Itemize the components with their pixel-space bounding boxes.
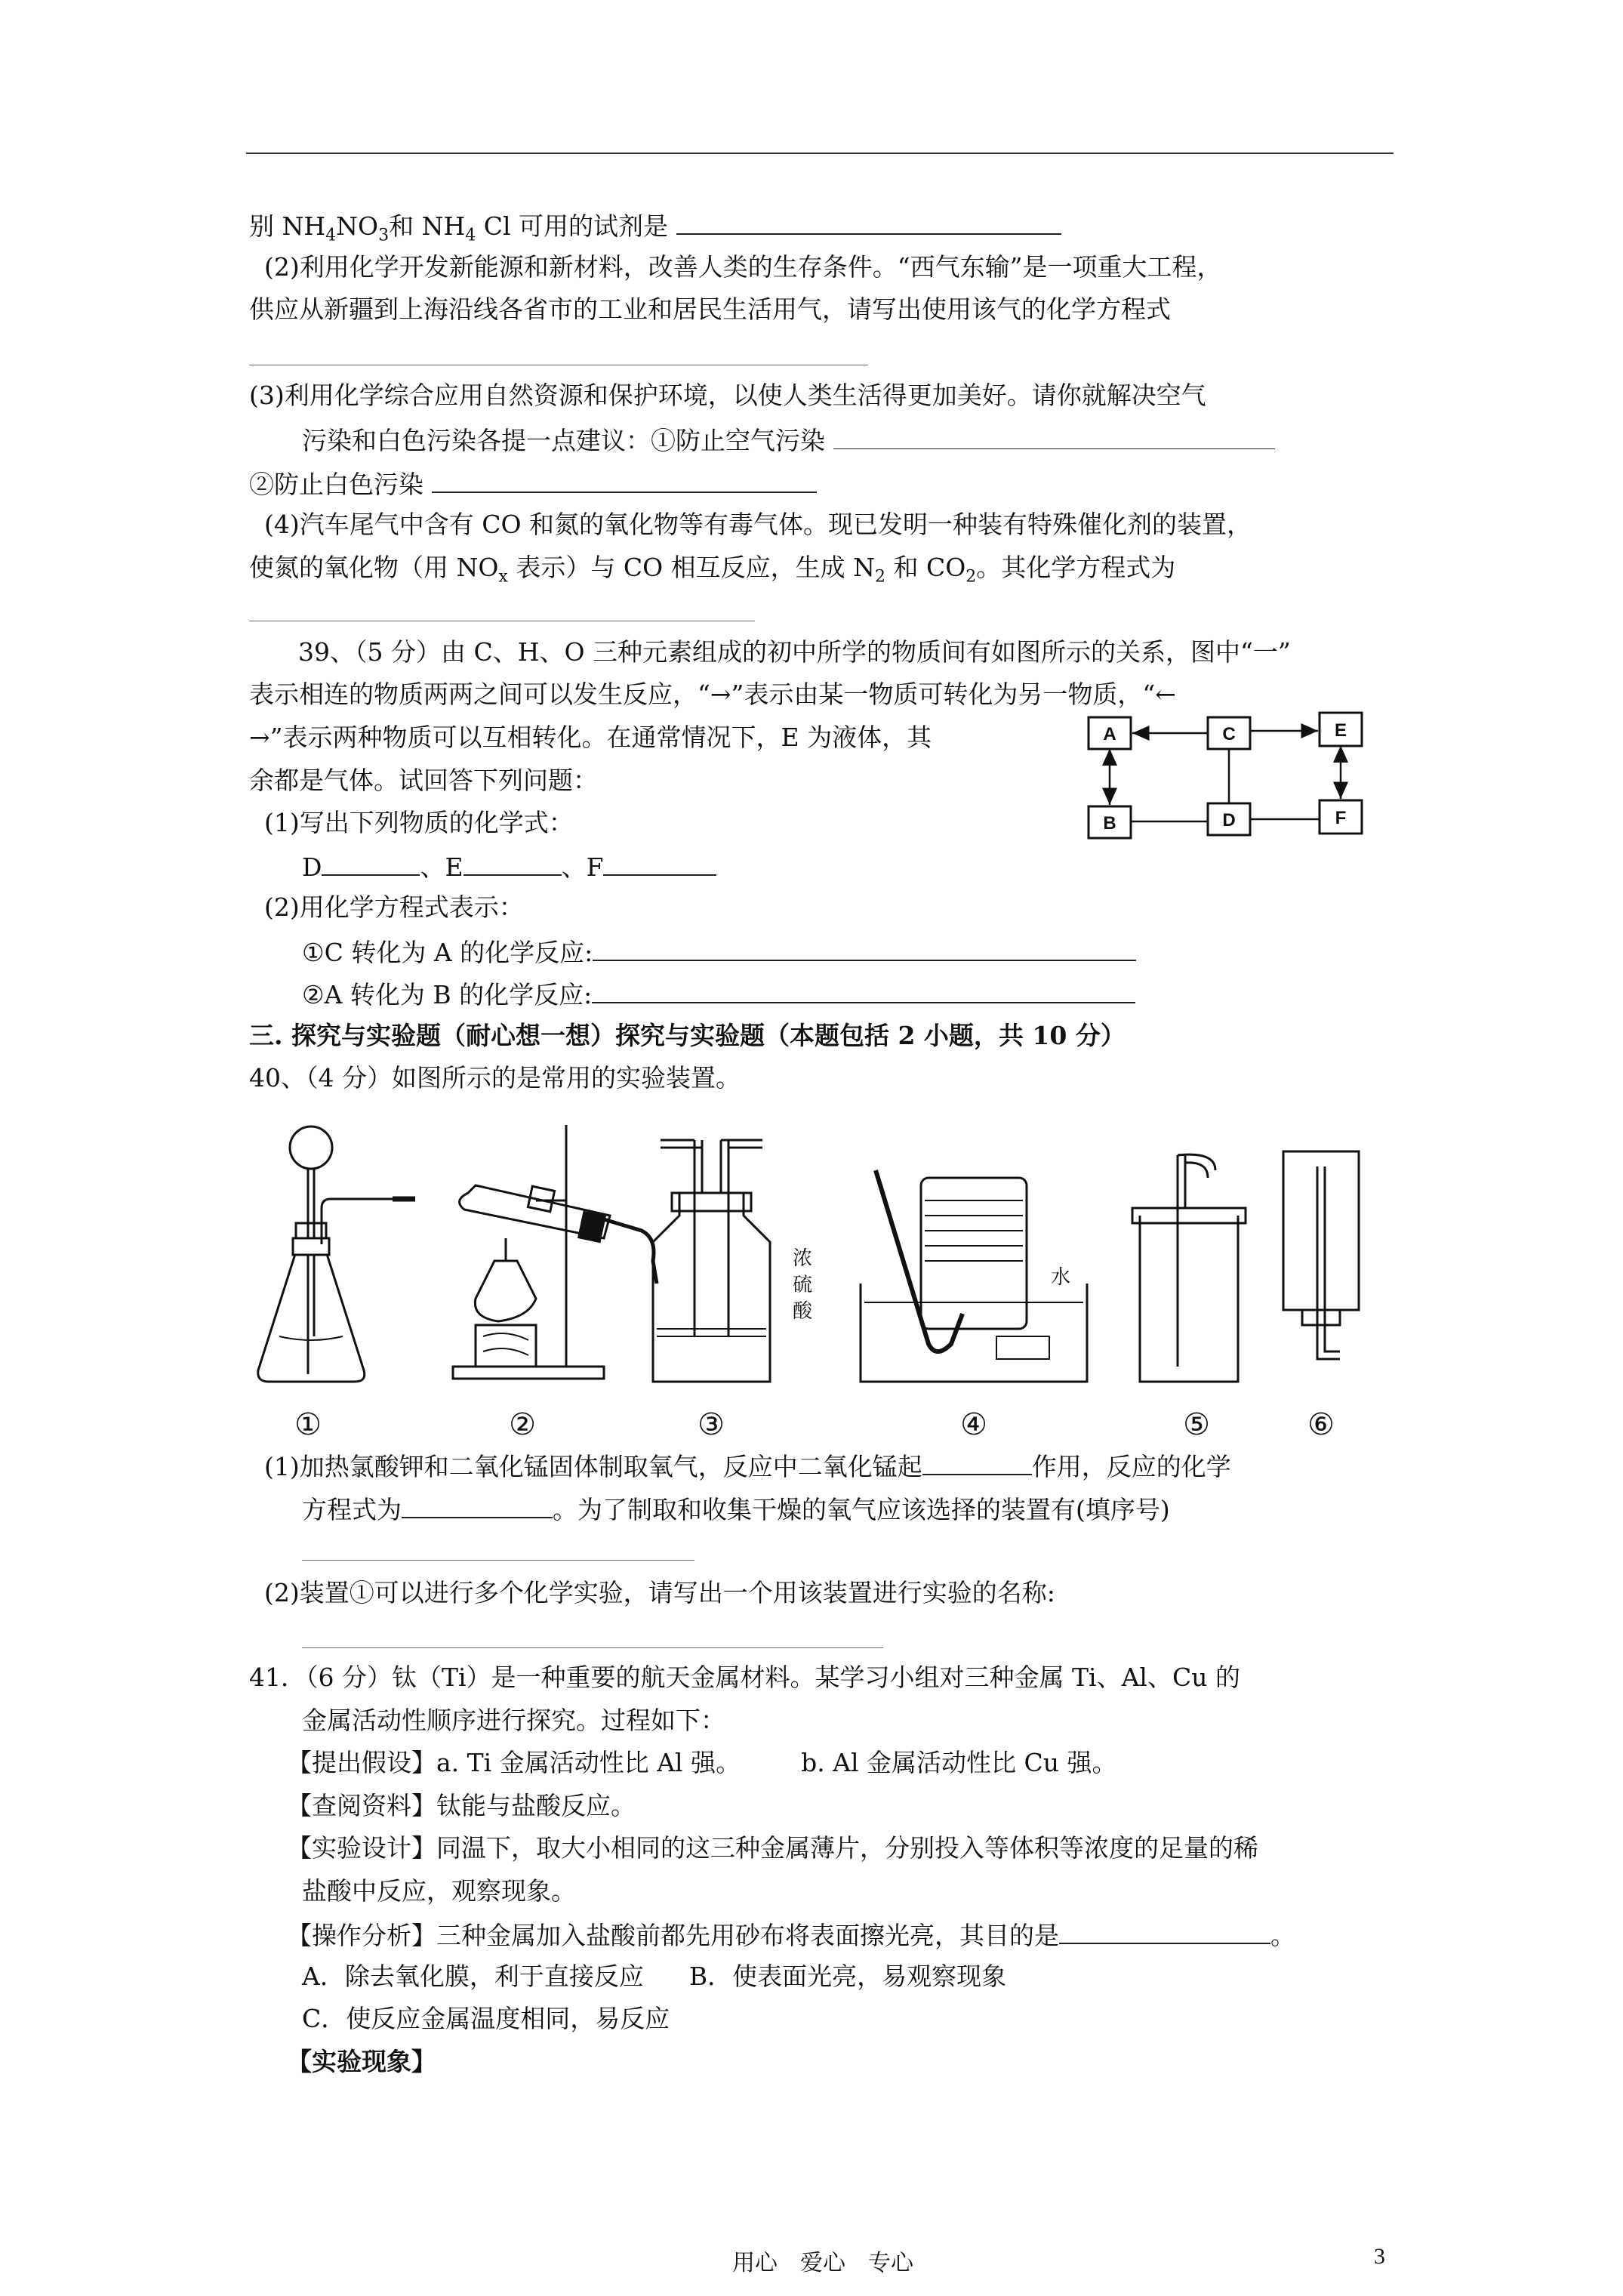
acid-label: 浓 bbox=[793, 1247, 813, 1270]
q41-line-4: 【查阅资料】钛能与盐酸反应。 bbox=[287, 1791, 636, 1820]
answer-blank[interactable] bbox=[402, 1491, 553, 1518]
q41-line-6: 盐酸中反应，观察现象。 bbox=[302, 1876, 576, 1906]
q41-line-8: A．除去氧化膜，利于直接反应 B．使表面光亮，易观察现象 bbox=[302, 1962, 1007, 1991]
q41-line-1: 41．（6 分）钛（Ti）是一种重要的航天金属材料。某学习小组对三种金属 Ti、Al、Cu 的 bbox=[249, 1663, 1240, 1692]
node-a-label: A bbox=[1103, 724, 1116, 744]
footer-motto: 用心 爱心 专心 bbox=[732, 2251, 913, 2276]
q40-line-2: (1)加热氯酸钾和二氧化锰固体制取氧气，反应中二氧化锰起 作用，反应的化学 bbox=[264, 1448, 1231, 1484]
apparatus-6 bbox=[1283, 1151, 1359, 1359]
header-rule bbox=[246, 153, 1394, 154]
answer-blank[interactable] bbox=[432, 466, 817, 493]
answer-blank[interactable] bbox=[922, 1448, 1032, 1475]
answer-blank[interactable] bbox=[592, 976, 1135, 1003]
node-b-label: B bbox=[1103, 813, 1116, 834]
apparatus-1 bbox=[258, 1126, 415, 1382]
answer-blank[interactable] bbox=[833, 423, 1275, 449]
answer-blank[interactable] bbox=[302, 1560, 694, 1561]
acid-label: 酸 bbox=[793, 1300, 813, 1323]
q38-line-6: ②防止白色污染 bbox=[249, 466, 817, 501]
answer-blank[interactable] bbox=[302, 1647, 883, 1648]
q39-line-8: ①C 转化为 A 的化学反应: bbox=[302, 934, 1136, 969]
q39-line-4: 余都是气体。试回答下列问题： bbox=[249, 766, 598, 795]
node-d-label: D bbox=[1222, 810, 1236, 831]
apparatus-label-3: ③ bbox=[698, 1407, 725, 1442]
node-e-label: E bbox=[1334, 720, 1347, 741]
q39-line-7: (2)用化学方程式表示： bbox=[264, 892, 524, 922]
apparatus-label-6: ⑥ bbox=[1307, 1407, 1335, 1442]
apparatus-label-2: ② bbox=[509, 1407, 536, 1442]
q41-line-9: C．使反应金属温度相同，易反应 bbox=[302, 2004, 670, 2033]
q38-line-1: 别 $NH_4NO_3$和 $NH_4$ Cl 可用的试剂是 bbox=[249, 208, 1061, 253]
apparatus-figure bbox=[249, 1110, 1397, 1442]
answer-blank[interactable] bbox=[593, 934, 1136, 961]
q38-line-5: 污染和白色污染各提一点建议：①防止空气污染 bbox=[302, 423, 1275, 458]
q40-line-1: 40、（4 分）如图所示的是常用的实验装置。 bbox=[249, 1063, 741, 1093]
q39-line-9: ②A 转化为 B 的化学反应: bbox=[302, 976, 1135, 1012]
answer-blank[interactable] bbox=[322, 849, 420, 876]
apparatus-2 bbox=[453, 1125, 657, 1379]
page-number: 3 bbox=[1374, 2244, 1385, 2269]
q38-line-2: (2)利用化学开发新能源和新材料，改善人类的生存条件。“西气东输”是一项重大工程， bbox=[264, 252, 1222, 282]
q41-line-2: 金属活动性顺序进行探究。过程如下： bbox=[302, 1706, 725, 1735]
q41-line-5: 【实验设计】同温下，取大小相同的这三种金属薄片，分别投入等体积等浓度的足量的稀 bbox=[287, 1833, 1258, 1863]
section-3-heading: 三. 探究与实验题（耐心想一想）探究与实验题（本题包括 2 小题，共 10 分） bbox=[249, 1021, 1126, 1050]
q41-line-3: 【提出假设】a. Ti 金属活动性比 Al 强。 b. Al 金属活动性比 Cu 强。 bbox=[287, 1748, 1117, 1777]
q40-line-3: 方程式为 。为了制取和收集干燥的氧气应该选择的装置有(填序号) bbox=[302, 1491, 1170, 1527]
answer-blank[interactable] bbox=[1059, 1917, 1270, 1944]
node-f-label: F bbox=[1335, 808, 1347, 828]
water-label: 水 bbox=[1051, 1266, 1071, 1289]
apparatus-5 bbox=[1132, 1154, 1246, 1382]
acid-label: 硫 bbox=[793, 1274, 813, 1296]
apparatus-3 bbox=[653, 1140, 770, 1382]
answer-blank[interactable] bbox=[676, 208, 1061, 235]
q41-line-7: 【操作分析】三种金属加入盐酸前都先用砂布将表面擦光亮，其目的是 。 bbox=[287, 1917, 1295, 1952]
answer-blank[interactable] bbox=[463, 849, 562, 876]
substance-relation-diagram bbox=[1079, 702, 1381, 853]
q41-line-10: 【实验现象】 bbox=[287, 2047, 436, 2076]
q39-line-6: D 、E 、F bbox=[302, 849, 716, 884]
apparatus-label-4: ④ bbox=[960, 1407, 987, 1442]
q38-line-8: 使氮的氧化物（用 $NO_x$ 表示）与 CO 相互反应，生成 $N_2$ 和 $CO_2$。其化学方程式为 bbox=[249, 553, 1176, 587]
answer-blank[interactable] bbox=[603, 849, 716, 876]
q40-line-4: (2)装置①可以进行多个化学实验，请写出一个用该装置进行实验的名称: bbox=[264, 1578, 1055, 1607]
q38-line-3: 供应从新疆到上海沿线各省市的工业和居民生活用气，请写出使用该气的化学方程式 bbox=[249, 294, 1171, 324]
apparatus-label-5: ⑤ bbox=[1183, 1407, 1210, 1442]
q39-line-5: (1)写出下列物质的化学式： bbox=[264, 808, 574, 837]
q39-line-2: 表示相连的物质两两之间可以发生反应，“→”表示由某一物质可转化为另一物质，“← bbox=[249, 680, 1176, 709]
apparatus-label-1: ① bbox=[294, 1407, 322, 1442]
q38-line-4: (3)利用化学综合应用自然资源和保护环境，以使人类生活得更加美好。请你就解决空气 bbox=[249, 381, 1206, 410]
q39-line-3: →”表示两种物质可以互相转化。在通常情况下，E 为液体，其 bbox=[249, 723, 932, 752]
q39-line-1: 39、（5 分）由 C、H、O 三种元素组成的初中所学的物质间有如图所示的关系，图中“一” bbox=[298, 637, 1291, 667]
q38-line-7: (4)汽车尾气中含有 CO 和氮的氧化物等有毒气体。现已发明一种装有特殊催化剂的装置， bbox=[264, 510, 1252, 539]
node-c-label: C bbox=[1222, 724, 1236, 744]
